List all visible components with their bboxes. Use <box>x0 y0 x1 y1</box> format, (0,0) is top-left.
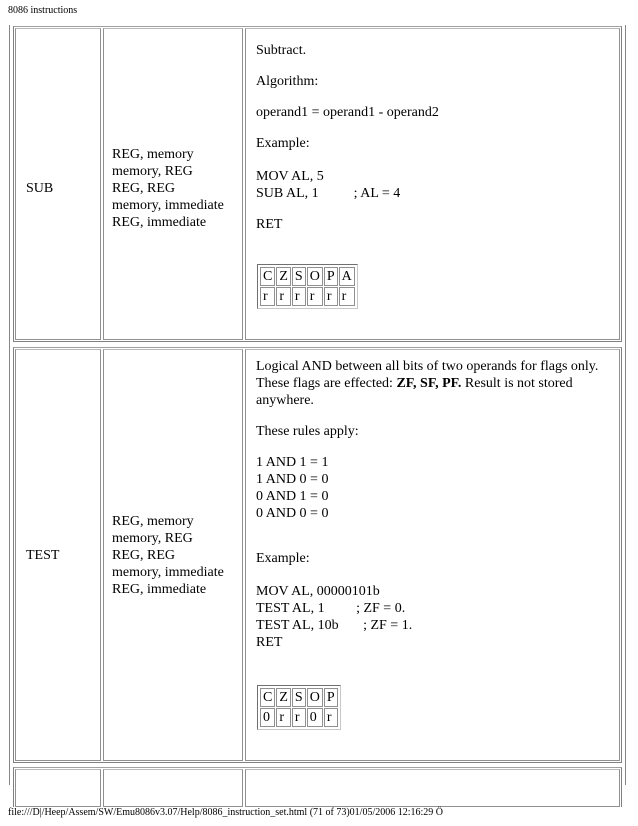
description <box>256 42 611 233</box>
mnemonic-cell <box>15 28 101 340</box>
flag-name: O <box>307 688 323 707</box>
operands-cell <box>103 28 243 340</box>
code-line: TEST AL, 10b ; ZF = 1. <box>256 618 413 633</box>
code-line: RET <box>256 217 283 232</box>
flags-table <box>257 685 341 730</box>
algorithm-text: operand1 = operand1 - operand2 <box>256 105 439 120</box>
operands-list <box>112 513 224 598</box>
flag-value: r <box>292 708 306 727</box>
operands-list <box>112 146 224 231</box>
description <box>256 358 611 651</box>
description-cell <box>245 28 620 340</box>
flag-value: r <box>324 287 338 306</box>
mnemonic: SUB <box>26 181 54 196</box>
flag-name: C <box>260 688 275 707</box>
flag-value: r <box>292 287 306 306</box>
operand: memory, REG <box>112 164 193 179</box>
operand: memory, immediate <box>112 198 224 213</box>
mnemonic-cell <box>15 349 101 761</box>
page-footer: file:///D|/Heep/Assem/SW/Emu8086v3.07/Help/8086_instruction_set.html (71 of 73)01/05/2006 12:16:29 Ö <box>8 807 444 818</box>
operands-cell <box>103 769 243 807</box>
flag-value: r <box>276 708 291 727</box>
intro-flags: ZF, SF, PF. <box>396 376 462 391</box>
code-line: SUB AL, 1 ; AL = 4 <box>256 186 401 201</box>
algorithm-label: Algorithm: <box>256 74 319 89</box>
flag-value: r <box>307 287 323 306</box>
operand: REG, REG <box>112 548 175 563</box>
outer-border-right <box>625 25 626 785</box>
code-line: RET <box>256 635 283 650</box>
flag-name: Z <box>276 688 291 707</box>
flag-value: r <box>339 287 355 306</box>
flag-name: P <box>324 688 338 707</box>
example-label: Example: <box>256 136 310 151</box>
rule-line: 1 AND 1 = 1 <box>256 455 329 470</box>
rule-line: 0 AND 1 = 0 <box>256 489 329 504</box>
flag-name: S <box>292 688 306 707</box>
description-intro <box>256 358 611 409</box>
rule-line: 1 AND 0 = 0 <box>256 472 329 487</box>
flag-name: S <box>292 267 306 286</box>
flag-name: O <box>307 267 323 286</box>
operands-cell <box>103 349 243 761</box>
operand: memory, REG <box>112 531 193 546</box>
page-header: 8086 instructions <box>8 5 78 16</box>
flag-value: r <box>324 708 338 727</box>
instruction-row-test <box>13 347 622 763</box>
operand: REG, REG <box>112 181 175 196</box>
description-cell <box>245 349 620 761</box>
intro-text-end: Result is not stored anywhere. <box>256 376 573 408</box>
flag-name: C <box>260 267 275 286</box>
operand: REG, immediate <box>112 215 207 230</box>
rule-line: 0 AND 0 = 0 <box>256 506 329 521</box>
flag-value: 0 <box>260 708 275 727</box>
operand: REG, memory <box>112 514 194 529</box>
operand: memory, immediate <box>112 565 224 580</box>
instruction-row-sub <box>13 26 622 342</box>
example-label: Example: <box>256 551 310 566</box>
description-cell <box>245 769 620 807</box>
flag-value: r <box>276 287 291 306</box>
rules-label: These rules apply: <box>256 424 359 439</box>
flag-value: r <box>260 287 275 306</box>
flag-value: 0 <box>307 708 323 727</box>
flags-table <box>257 264 358 309</box>
flag-name: P <box>324 267 338 286</box>
code-line: MOV AL, 5 <box>256 169 324 184</box>
flag-name: Z <box>276 267 291 286</box>
operand: REG, memory <box>112 147 194 162</box>
outer-border-left <box>9 25 10 785</box>
operand: REG, immediate <box>112 582 207 597</box>
code-line: TEST AL, 1 ; ZF = 0. <box>256 601 406 616</box>
code-line: MOV AL, 00000101b <box>256 584 380 599</box>
instruction-row-next-partial <box>13 767 622 807</box>
intro-text: Logical AND between all bits of two operands for flags only. These flags are effected: <box>256 359 599 391</box>
mnemonic: TEST <box>26 548 60 563</box>
description-title: Subtract. <box>256 43 307 58</box>
flag-name: A <box>339 267 355 286</box>
mnemonic-cell <box>15 769 101 807</box>
